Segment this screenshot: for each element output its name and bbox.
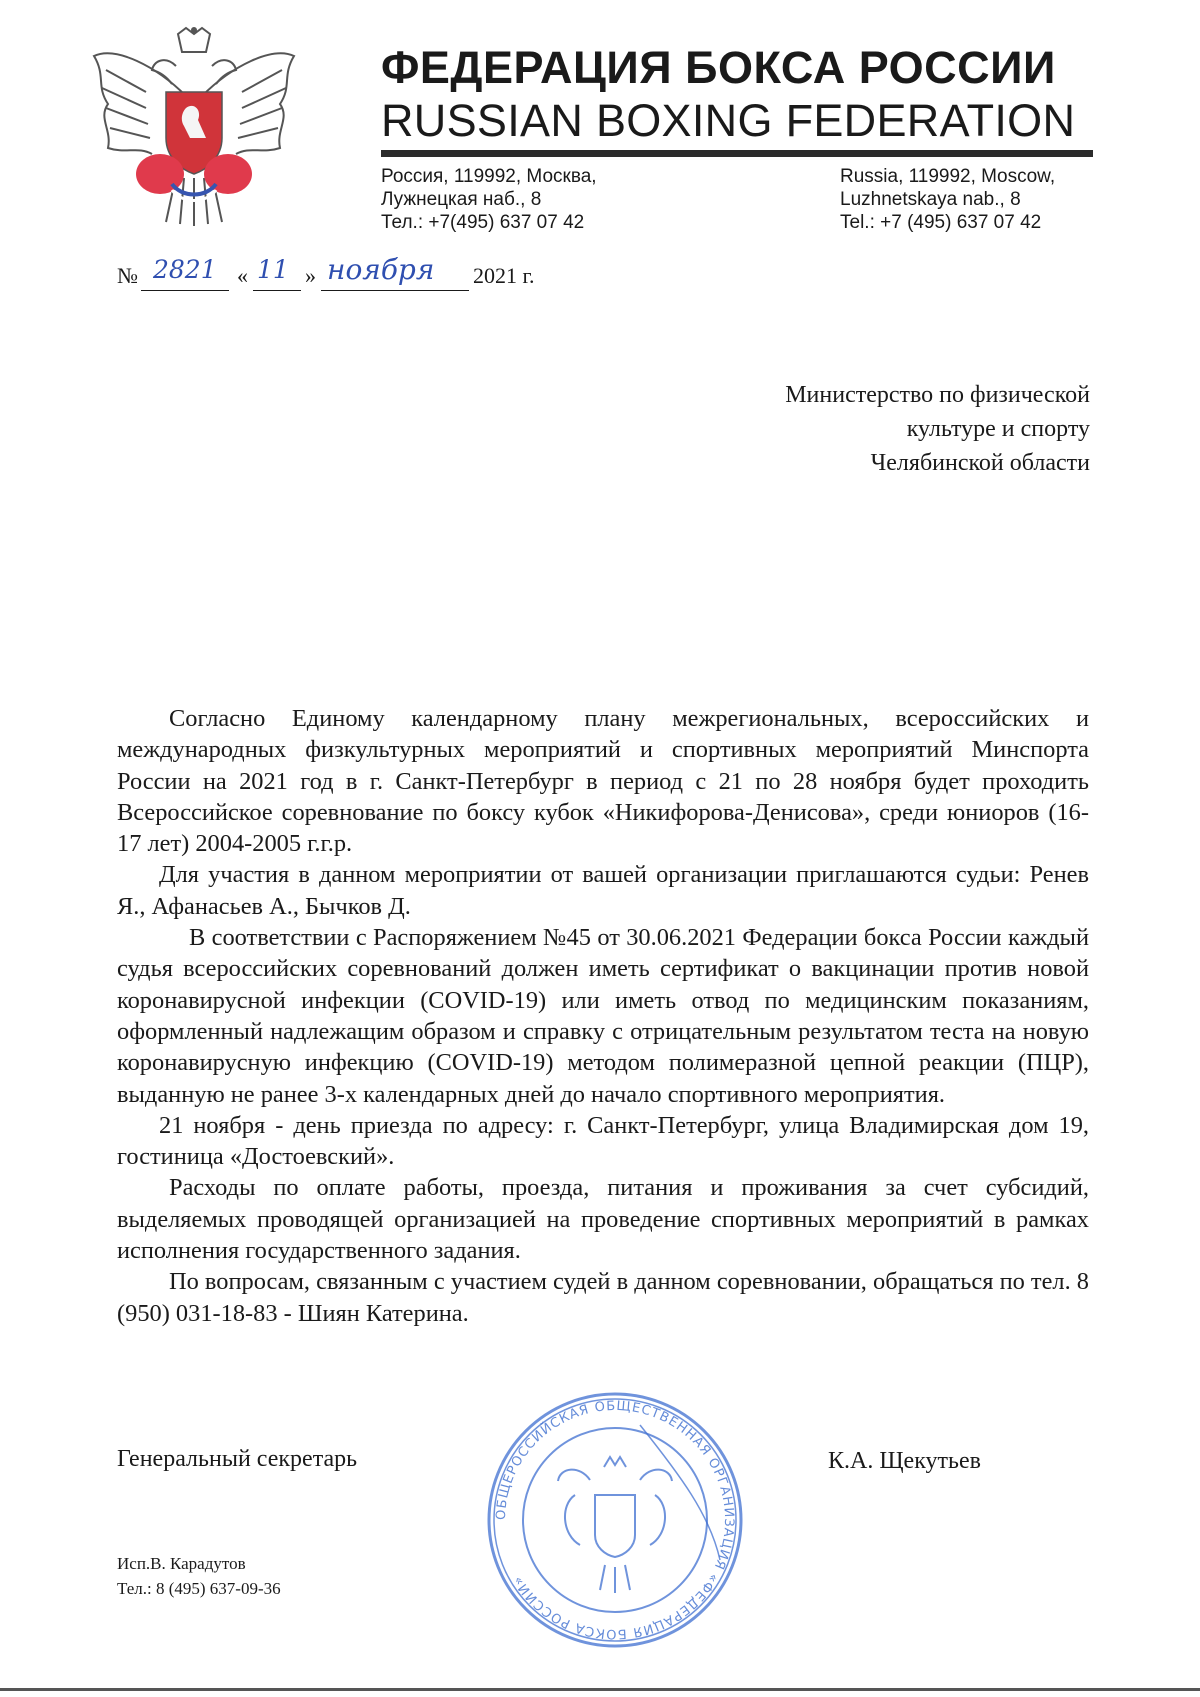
reg-month-underline <box>321 289 469 291</box>
page-bottom-edge <box>0 1688 1200 1691</box>
reg-day-underline <box>253 289 301 291</box>
reg-number: 2821 <box>153 255 217 284</box>
signatory-title: Генеральный секретарь <box>117 1446 358 1472</box>
reg-day: 11 <box>257 255 289 284</box>
executor-phone: Тел.: 8 (495) 637-09-36 <box>117 1579 281 1598</box>
reg-quote-open: « <box>237 263 248 288</box>
recipient-line: Министерство по физической <box>785 382 1090 408</box>
address-en <box>840 165 1055 234</box>
executor-name: Исп.В. Карадутов <box>117 1554 246 1573</box>
body-paragraph: Согласно Единому календарному плану межрегиональных, всероссийских и международных физкультурных мероприятий и спортивных мероприятий Минспорта России на 2021 год в г. Санкт-Петербург в период с 21 по 28 ноября будет проходить Всероссийское соревнование по боксу кубок «Никифорова-Денисова», среди юниоров (16-17 лет) 2004-2005 г.г.р. <box>117 705 1089 858</box>
address-ru-line: Россия, 119992, Москва, <box>381 166 597 187</box>
body-paragraph: 21 ноября - день приезда по адресу: г. Санкт-Петербург, улица Владимирская дом 19, гостиница «Достоевский». <box>117 1111 1089 1171</box>
address-en-line: Luzhnetskaya nab., 8 <box>840 189 1021 210</box>
recipient-line: культуре и спорту <box>906 416 1090 442</box>
body-paragraph: По вопросам, связанным с участием судей в данном соревновании, обращаться по тел. 8 (950) 031-18-83 - Шиян Катерина. <box>117 1268 1089 1327</box>
org-name-en: RUSSIAN BOXING FEDERATION <box>381 95 1076 146</box>
body-paragraph: В соответствии с Распоряжением №45 от 30.06.2021 Федерации бокса России каждый судья всероссийских соревнований должен иметь сертификат о вакцинации против новой коронавирусной инфекции (COVID-19) или иметь отвод по медицинским показаниям, оформленный надлежащим образом и справку с отрицательным результатом теста на новую коронавирусную инфекцию (COVID-19) методом полимеразной цепной реакции (ПЦР), выданную не ранее 3-х календарных дней до начало спортивного мероприятия. <box>117 924 1089 1108</box>
recipient-line: Челябинской области <box>870 450 1090 476</box>
address-en-line: Russia, 119992, Moscow, <box>840 166 1056 187</box>
address-ru-line: Тел.: +7(495) 637 07 42 <box>381 212 585 233</box>
header-divider <box>381 150 1093 157</box>
executor-block <box>117 1551 281 1601</box>
body-paragraph: Для участия в данном мероприятии от вашей организации приглашаются судьи: Ренев Я., Афанасьев А., Бычков Д. <box>117 861 1089 920</box>
stamp-ring-text: ОБЩЕРОССИЙСКАЯ ОБЩЕСТВЕННАЯ ОРГАНИЗАЦИЯ «ФЕДЕРАЦИЯ БОКСА РОССИИ» <box>493 1398 737 1642</box>
official-stamp-icon <box>480 1385 750 1655</box>
signatory-name: К.А. Щекутьев <box>828 1448 981 1474</box>
body-paragraph: Расходы по оплате работы, проезда, питания и проживания за счет субсидий, выделяемых проводящей организацией на проведение спортивных мероприятий в рамках исполнения государственного задания. <box>117 1174 1089 1265</box>
reg-year: 2021 г. <box>473 263 535 288</box>
address-ru <box>381 165 597 234</box>
recipient-block <box>670 378 1090 480</box>
reg-no-label: № <box>117 263 138 288</box>
reg-month: ноября <box>327 253 435 286</box>
letter-body <box>117 703 1089 1329</box>
org-name-ru: ФЕДЕРАЦИЯ БОКСА РОССИИ <box>381 42 1056 93</box>
federation-emblem-icon <box>86 26 302 232</box>
registration-line <box>117 255 587 295</box>
address-ru-line: Лужнецкая наб., 8 <box>381 189 542 210</box>
reg-quote-close: » <box>305 263 316 288</box>
svg-text:ОБЩЕРОССИЙСКАЯ ОБЩЕСТВЕННАЯ ОР <box>494 1399 736 1641</box>
address-en-line: Tel.: +7 (495) 637 07 42 <box>840 212 1042 233</box>
reg-number-underline <box>141 289 229 291</box>
